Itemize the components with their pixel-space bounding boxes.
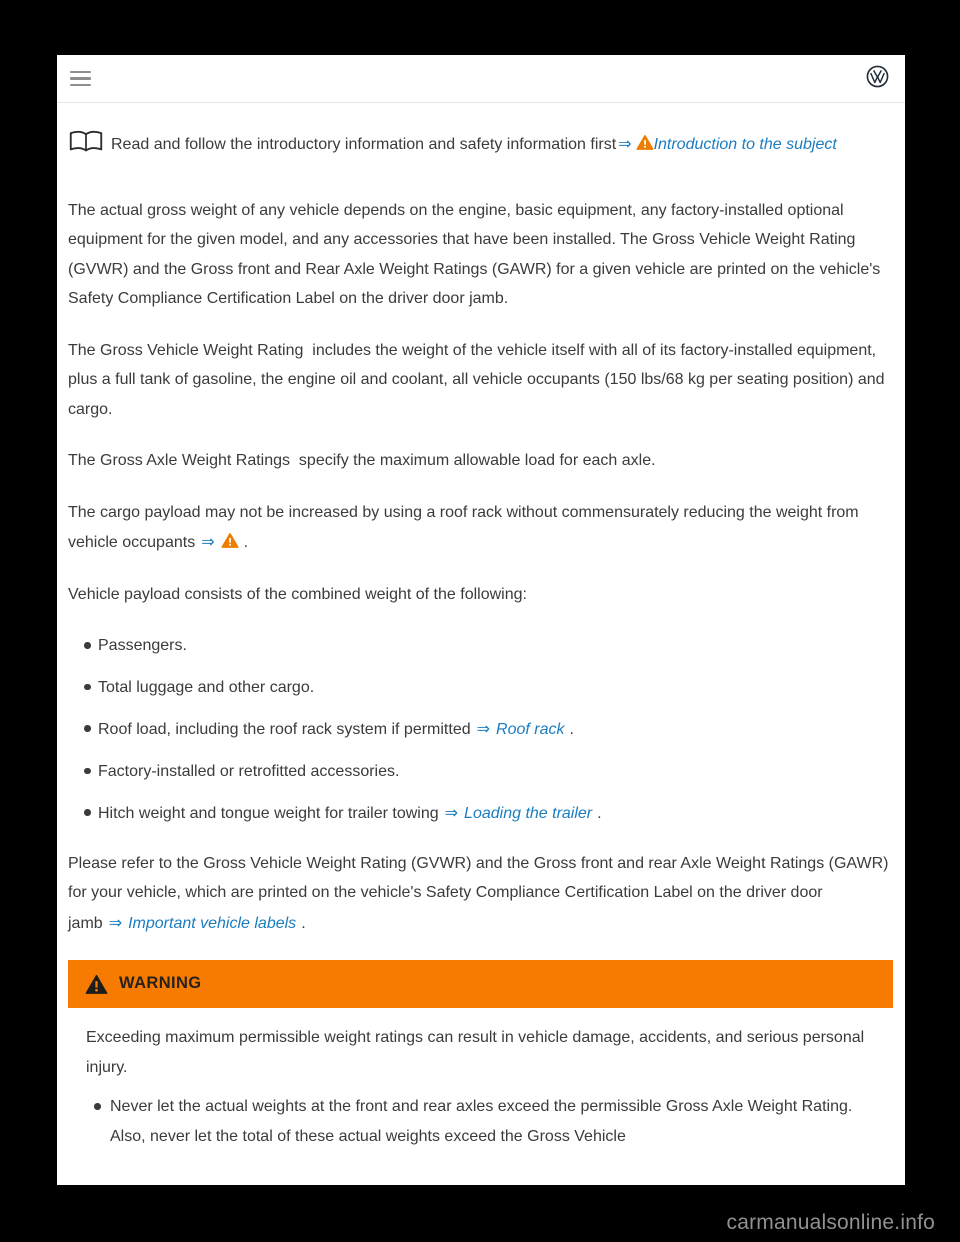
list-item bbox=[68, 631, 893, 661]
warning-list-item-text: Never let the actual weights at the front and rear axles exceed the permissible Gross Axle Weight Rating. Also, never let the total of these actual weights exceed the Gross Vehicle bbox=[110, 1098, 853, 1145]
link-introduction-to-subject[interactable]: Introduction to the subject bbox=[653, 136, 837, 153]
list-item bbox=[68, 714, 893, 745]
header-bar bbox=[57, 55, 905, 103]
paragraph-gvwr: The Gross Vehicle Weight Rating includes the weight of the vehicle itself with all of its factory-installed equipment, plus a full tank of gasoline, the engine oil and coolant, all vehicle occupants (150 lbs/68 kg per seating position) and cargo. bbox=[68, 341, 885, 418]
link-important-vehicle-labels[interactable]: Important vehicle labels bbox=[128, 914, 297, 932]
paragraph-gawr: The Gross Axle Weight Ratings specify the maximum allowable load for each axle. bbox=[68, 452, 656, 469]
payload-list bbox=[68, 631, 893, 829]
link-roof-rack[interactable]: Roof rack bbox=[496, 721, 565, 738]
cross-reference-arrow: ⇒ bbox=[108, 912, 123, 932]
cross-reference-arrow: ⇒ bbox=[201, 532, 215, 551]
sentence-period: . bbox=[597, 805, 602, 822]
paragraph-refer-text: Please refer to the Gross Vehicle Weight Rating (GVWR) and the Gross front and rear Axle Weight Ratings (GAWR) for your vehicle, which are printed on the vehicle's Safety Compliance Certification Label on the driver door jamb bbox=[68, 854, 889, 932]
list-item-text: Factory-installed or retrofitted accessories. bbox=[98, 762, 400, 780]
list-item-text: Roof load, including the roof rack system if permitted bbox=[98, 721, 471, 738]
paragraph-actual-gross-weight: The actual gross weight of any vehicle depends on the engine, basic equipment, any factory-installed optional equipment for the given model, and any accessories that have been installed. The Gross Vehicle Weight Rating (GVWR) and the Gross front and Rear Axle Weight Ratings (GAWR) for a given vehicle are printed on the vehicle's Safety Compliance Certification Label on the driver door jamb. bbox=[68, 201, 881, 307]
sentence-period: . bbox=[569, 721, 574, 738]
cross-reference-arrow: ⇒ bbox=[618, 134, 632, 153]
warning-title: WARNING bbox=[119, 974, 202, 993]
warning-triangle-icon bbox=[636, 136, 654, 153]
warning-body bbox=[68, 1008, 893, 1151]
watermark: carmanualsonline.info bbox=[726, 1211, 935, 1234]
open-book-icon bbox=[68, 136, 111, 153]
intro-note bbox=[68, 129, 893, 160]
manual-page bbox=[57, 55, 905, 1185]
menu-icon[interactable] bbox=[68, 65, 93, 93]
warning-banner bbox=[68, 960, 893, 1008]
list-item-text: Passengers. bbox=[98, 637, 187, 654]
paragraph-payload-intro: Vehicle payload consists of the combined weight of the following: bbox=[68, 585, 527, 603]
sentence-period: . bbox=[301, 914, 306, 932]
cross-reference-arrow: ⇒ bbox=[476, 719, 491, 738]
page-content bbox=[57, 103, 905, 1151]
paragraph-cargo-payload bbox=[68, 498, 893, 558]
warning-body-text: Exceeding maximum permissible weight ratings can result in vehicle damage, accidents, and serious personal injury. bbox=[86, 1029, 865, 1076]
list-item bbox=[68, 757, 893, 787]
warning-banner-triangle-icon bbox=[85, 974, 108, 995]
list-item-text: Hitch weight and tongue weight for trailer towing bbox=[98, 805, 439, 822]
intro-text: Read and follow the introductory information and safety information first bbox=[111, 136, 617, 153]
list-item-text: Total luggage and other cargo. bbox=[98, 678, 315, 696]
vw-logo-icon bbox=[866, 65, 889, 93]
paragraph-cargo-payload-text: The cargo payload may not be increased by using a roof rack without commensurately reducing the weight from vehicle occupants bbox=[68, 503, 859, 551]
warning-list bbox=[86, 1092, 875, 1151]
cross-reference-arrow: ⇒ bbox=[444, 803, 459, 822]
warning-triangle-icon bbox=[221, 534, 239, 551]
list-item bbox=[68, 798, 893, 829]
list-item bbox=[68, 673, 893, 703]
paragraph-refer-to-labels bbox=[68, 849, 893, 939]
warning-list-item bbox=[86, 1092, 875, 1151]
sentence-period: . bbox=[243, 534, 249, 551]
link-loading-the-trailer[interactable]: Loading the trailer bbox=[464, 805, 593, 822]
